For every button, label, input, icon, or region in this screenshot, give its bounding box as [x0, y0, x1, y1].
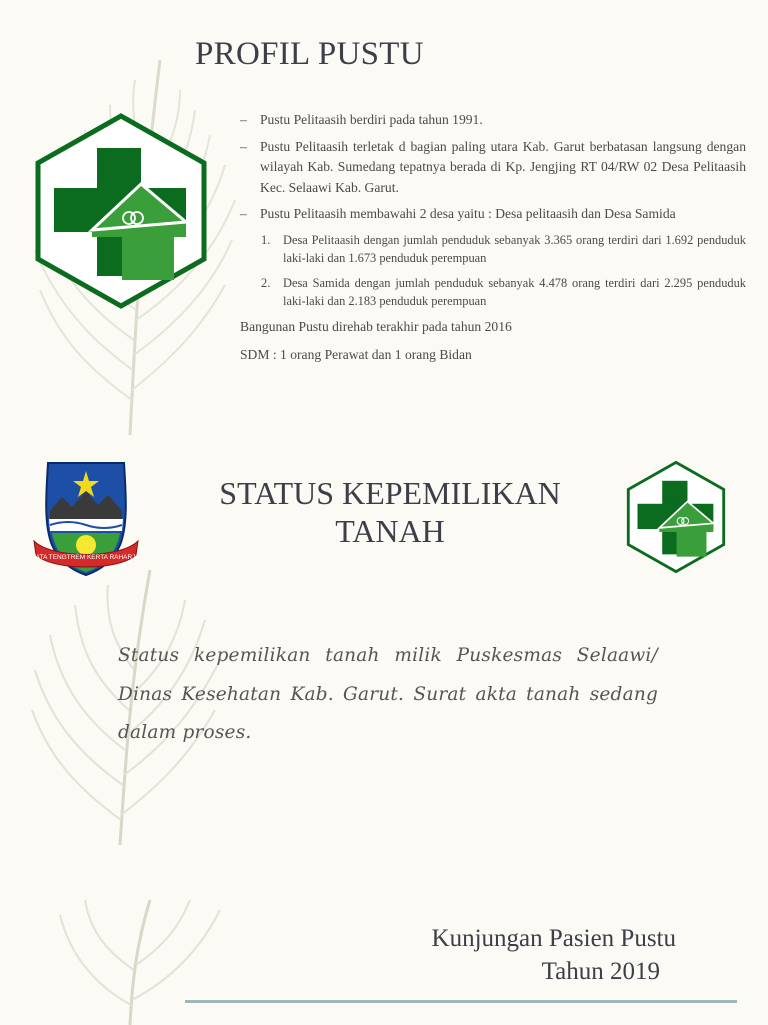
page-title: PROFIL PUSTU — [195, 36, 424, 72]
renovation-text: Bangunan Pustu direhab terakhir pada tahun 2016 — [240, 318, 512, 334]
list-item: – Pustu Pelitaasih membawahi 2 desa yaitu : Desa pelitaasih dan Desa Samida — [240, 206, 676, 221]
list-item: – Pustu Pelitaasih berdiri pada tahun 1991. — [240, 112, 483, 127]
sub-list-item: 2. Desa Samida dengan jumlah penduduk sebanyak 4.478 orang terdiri dari 2.295 penduduk laki-laki dan 2.183 penduduk perempuan — [261, 275, 746, 308]
land-status-text: Status kepemilikan tanah milik Puskesmas Selaawi/ Dinas Kesehatan Kab. Garut. Surat akta tanah sedang dalam proses. — [118, 645, 658, 743]
sub-list-item: 1. Desa Pelitaasih dengan jumlah penduduk sebanyak 3.365 orang terdiri dari 1.692 penduduk laki-laki dan 1.673 penduduk perempuan — [261, 232, 746, 265]
puskesmas-logo-icon — [34, 112, 208, 310]
list-item: – Pustu Pelitaasih terletak d bagian paling utara Kab. Garut berbatasan langsung dengan wilayah Kab. Sumedang tepatnya berada di Kp. Jengjing RT 04/RW 02 Desa Pelitaasih Kec. Selaawi Kab. Garut. — [240, 138, 746, 195]
visit-section-title: Kunjungan Pasien Pustu Tahun 2019 — [431, 925, 676, 985]
sdm-text: SDM : 1 orang Perawat dan 1 orang Bidan — [240, 347, 472, 362]
svg-text:TATA TENGTREM KERTA RAHARJA: TATA TENGTREM KERTA RAHARJA — [32, 554, 140, 561]
garut-regency-crest-icon — [32, 455, 140, 579]
profile-content — [240, 110, 746, 374]
divider — [185, 1000, 737, 1003]
feather-decoration-icon — [40, 895, 240, 1025]
section-title: STATUS KEPEMILIKAN TANAH — [219, 475, 561, 549]
puskesmas-logo-icon — [626, 460, 726, 574]
